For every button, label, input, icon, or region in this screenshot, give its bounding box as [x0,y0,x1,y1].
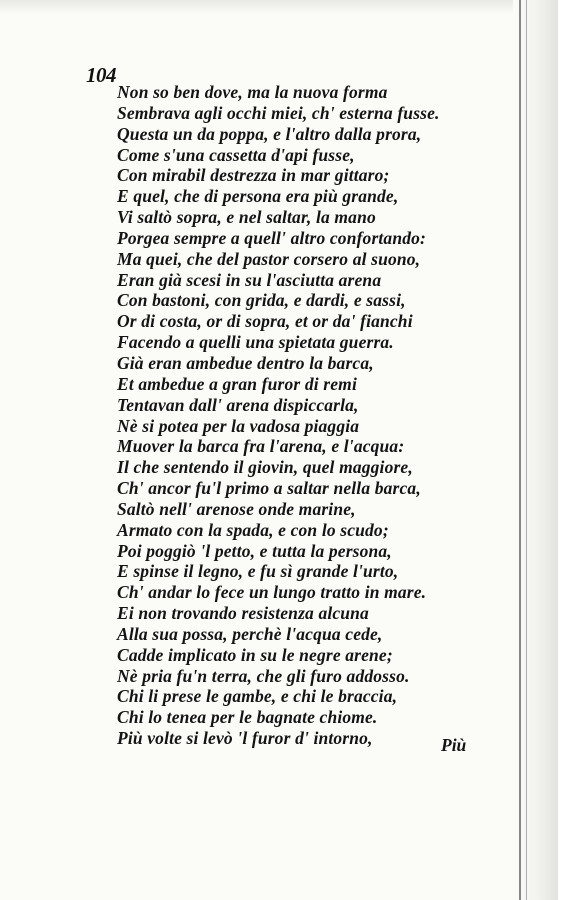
verse-line: Ei non trovando resistenza alcuna [117,603,369,624]
verse-line: Più volte si levò 'l furor d' intorno, [117,728,373,749]
verse-line: Chi lo tenea per le bagnate chiome. [117,707,378,728]
gutter-edge-line [519,0,521,900]
verse-line: Già eran ambedue dentro la barca, [117,352,374,373]
verse-line: Ch' andar lo fece un lungo tratto in mare. [117,582,427,603]
verse-block [117,82,507,749]
page-number: 104 [86,63,116,87]
verse-line: Armato con la spada, e con lo scudo; [117,519,389,540]
verse-line: Or di costa, or di sopra, et or da' fianchi [117,311,413,332]
binding-gutter [513,0,585,900]
verse-line: Chi li prese le gambe, e chi le braccia, [117,686,398,707]
verse-line: Con bastoni, con grida, e dardi, e sassi, [117,290,406,311]
verse-line: Questa un da poppa, e l'altro dalla prora, [117,123,422,144]
verse-line: Eran già scesi in su l'asciutta arena [117,269,382,290]
verse-line: Come s'una cassetta d'api fusse, [117,144,355,165]
verse-line: Sembrava agli occhi miei, ch' esterna fusse. [117,102,440,123]
verse-line: Con mirabil destrezza in mar gittaro; [117,165,390,186]
verse-line: Nè pria fu'n terra, che gli furo addosso. [117,665,410,686]
verse-line: Il che sentendo il giovin, quel maggiore, [117,457,413,478]
page-top-shadow [0,0,585,14]
verse-line: Nè si potea per la vadosa piaggia [117,415,360,436]
verse-line: Muover la barca fra l'arena, e l'acqua: [117,436,405,457]
verse-line: Et ambedue a gran furor di remi [117,373,357,394]
verse-line: E spinse il legno, e fu sì grande l'urto, [117,561,399,582]
verse-line: Cadde implicato in su le negre arene; [117,644,393,665]
verse-line: E quel, che di persona era più grande, [117,186,399,207]
verse-line: Ma quei, che del pastor corsero al suono, [117,248,421,269]
verse-line: Tentavan dall' arena dispiccarla, [117,394,359,415]
gutter-edge-line-thin [526,0,527,900]
verse-line: Saltò nell' arenose onde marine, [117,498,356,519]
verse-line: Facendo a quelli una spietata guerra. [117,332,394,353]
verse-line: Poi poggiò 'l petto, e tutta la persona, [117,540,392,561]
verse-line: Alla sua possa, perchè l'acqua cede, [117,623,383,644]
catchword: Più [441,735,467,755]
verse-line: Ch' ancor fu'l primo a saltar nella barca, [117,478,421,499]
verse-line: Porgea sempre a quell' altro confortando: [117,227,426,248]
verse-line: Vi saltò sopra, e nel saltar, la mano [117,207,376,228]
verse-line: Non so ben dove, ma la nuova forma [117,82,388,102]
